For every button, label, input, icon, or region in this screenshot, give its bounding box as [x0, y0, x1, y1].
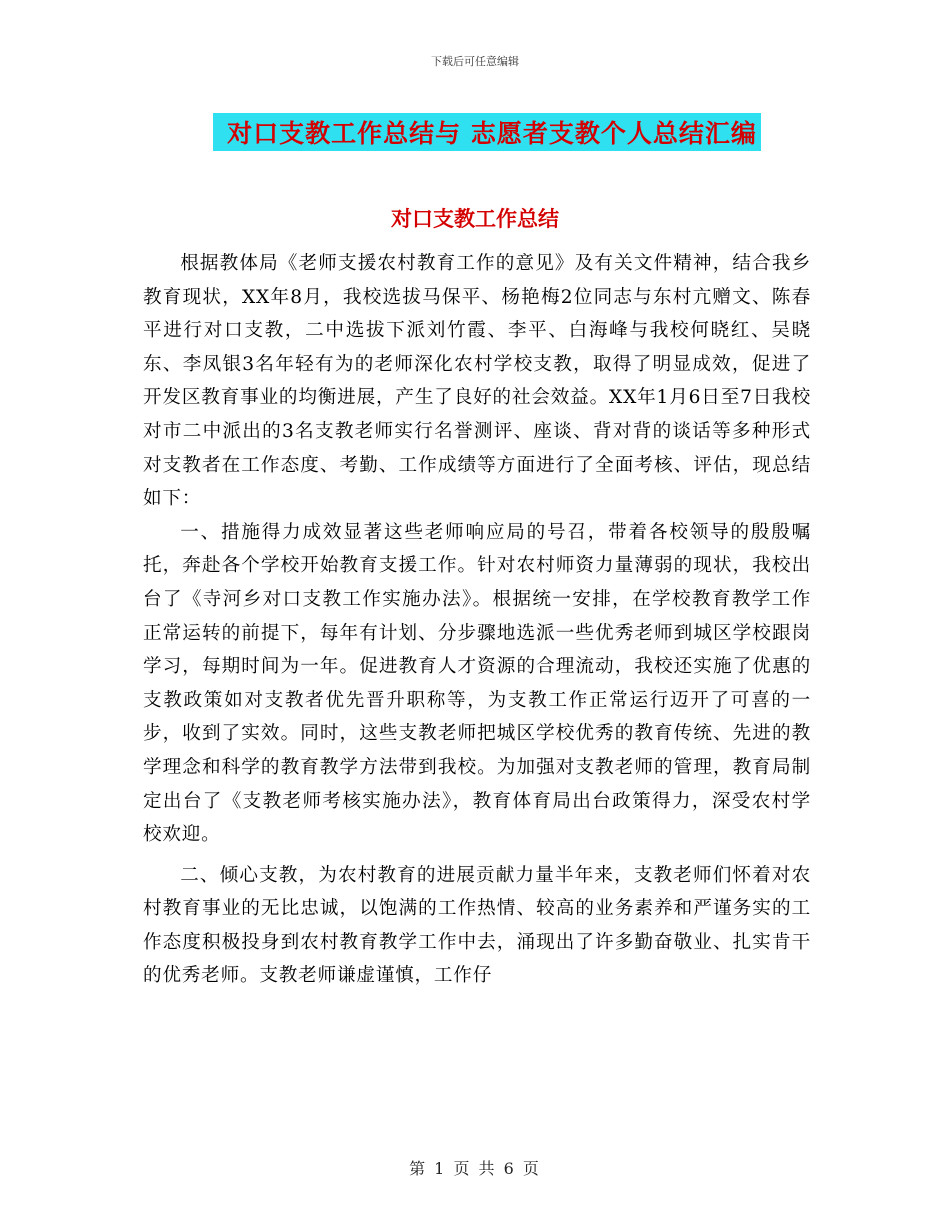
paragraph: 二、倾心支教，为农村教育的进展贡献力量半年来，支教老师们怀着对农村教育事业的无比忠诚，以饱满的工作热情、较高的业务素养和严谨务实的工作态度积极投身到农村教育教学工作中去，涌现出了许多勤奋敬业、扎实肯干的优秀老师。支教老师谦虚谨慎，工作仔 [143, 864, 811, 987]
main-title: 对口支教工作总结与 志愿者支教个人总结汇编 [213, 113, 761, 151]
section-title: 对口支教工作总结 [391, 206, 559, 231]
paragraph: 一、措施得力成效显著这些老师响应局的号召，带着各校领导的殷殷嘱托，奔赴各个学校开始教育支援工作。针对农村师资力量薄弱的现状，我校出台了《寺河乡对口支教工作实施办法》。根据统一安排，在学校教育教学工作正常运转的前提下，每年有计划、分步骤地选派一些优秀老师到城区学校跟岗学习，每期时间为一年。促进教育人才资源的合理流动，我校还实施了优惠的支教政策如对支教者优先晋升职称等，为支教工作正常运行迈开了可喜的一步，收到了实效。同时，这些支教老师把城区学校优秀的教育传统、先进的教学理念和科学的教育教学方法带到我校。为加强对支教老师的管理，教育局制定出台了《支教老师考核实施办法》，教育体育局出台政策得力，深受农村学校欢迎。 [143, 521, 811, 846]
paragraph: 根据教体局《老师支援农村教育工作的意见》及有关文件精神，结合我乡教育现状，XX年8月，我校选拔马保平、杨艳梅2位同志与东村亢赠文、陈春平进行对口支教，二中选拔下派刘竹霞、李平、白海峰与我校何晓红、吴晓东、李凤银3名年轻有为的老师深化农村学校支教，取得了明显成效，促进了开发区教育事业的均衡进展，产生了良好的社会效益。XX年1月6日至7日我校对市二中派出的3名支教老师实行名誉测评、座谈、背对背的谈话等多种形式对支教者在工作态度、考勤、工作成绩等方面进行了全面考核、评估，现总结如下： [143, 253, 811, 510]
page-footer: 第 1 页 共 6 页 [409, 1159, 541, 1178]
header-note: 下载后可任意编辑 [431, 55, 519, 68]
body-text [143, 247, 811, 993]
main-title-wrap [0, 113, 950, 151]
